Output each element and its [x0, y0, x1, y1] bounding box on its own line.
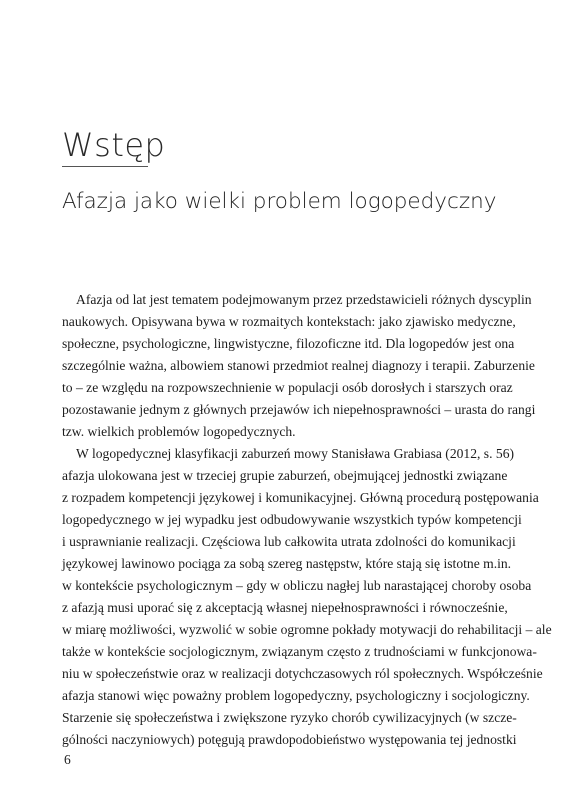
chapter-subtitle: Afazja jako wielki problem logopedyczny [62, 189, 497, 214]
text-line: językowej lawinowo pociąga za sobą szereg następstw, które stają się istotne m.in. [62, 556, 512, 571]
text-line: w kontekście psychologicznym – gdy w obliczu nagłej lub narastającej choroby osoba [62, 578, 532, 593]
page-number: 6 [64, 752, 71, 767]
text-line: W logopedycznej klasyfikacji zaburzeń mowy Stanisława Grabiasa (2012, s. 56) [76, 446, 515, 461]
text-line: tzw. wielkich problemów logopedycznych. [62, 424, 296, 439]
text-line: także w kontekście socjologicznym, związanym często z trudnościami w funkcjonowa- [62, 644, 537, 659]
paragraph-1 [62, 289, 536, 443]
text-line: afazja stanowi więc poważny problem logopedyczny, psychologiczny i socjologiczny. [62, 688, 530, 703]
text-line: Afazja od lat jest tematem podejmowanym przez przedstawicieli różnych dyscyplin [76, 292, 532, 307]
text-line: logopedycznego w jej wypadku jest odbudowywanie wszystkich typów kompetencji [62, 512, 522, 527]
text-line: z afazją musi uporać się z akceptacją własnej niepełnosprawności i równocześnie, [62, 600, 508, 615]
text-line: z rozpadem kompetencji językowej i komunikacyjnej. Główną procedurą postępowania [62, 490, 539, 505]
body-text [62, 289, 552, 751]
chapter-heading: Wstęp [62, 126, 166, 164]
text-line: gólności naczyniowych) potęgują prawdopodobieństwo występowania tej jednostki [62, 732, 517, 747]
heading-underline [62, 166, 148, 167]
text-line: afazja ulokowana jest w trzeciej grupie zaburzeń, obejmującej jednostki związane [62, 468, 508, 483]
paragraph-2 [62, 443, 552, 751]
text-line: niu w społeczeństwie oraz w realizacji dotychczasowych ról społecznych. Współcześnie [62, 666, 543, 681]
text-line: Starzenie się społeczeństwa i zwiększone ryzyko chorób cywilizacyjnych (w szcze- [62, 710, 517, 725]
text-line: społeczne, psychologiczne, lingwistyczne, filozoficzne itd. Dla logopedów jest ona [62, 336, 515, 351]
text-line: pozostawanie jednym z głównych przejawów ich niepełnosprawności – urasta do rangi [62, 402, 536, 417]
text-line: szczególnie ważna, albowiem stanowi przedmiot realnej diagnozy i terapii. Zaburzenie [62, 358, 535, 373]
text-line: to – ze względu na rozpowszechnienie w populacji osób dorosłych i starszych oraz [62, 380, 513, 395]
text-line: w miarę możliwości, wyzwolić w sobie ogromne pokłady motywacji do rehabilitacji – ale [62, 622, 552, 637]
text-line: i usprawnianie realizacji. Częściowa lub całkowita utrata zdolności do komunikacji [62, 534, 516, 549]
text-line: naukowych. Opisywana bywa w rozmaitych kontekstach: jako zjawisko medyczne, [62, 314, 516, 329]
